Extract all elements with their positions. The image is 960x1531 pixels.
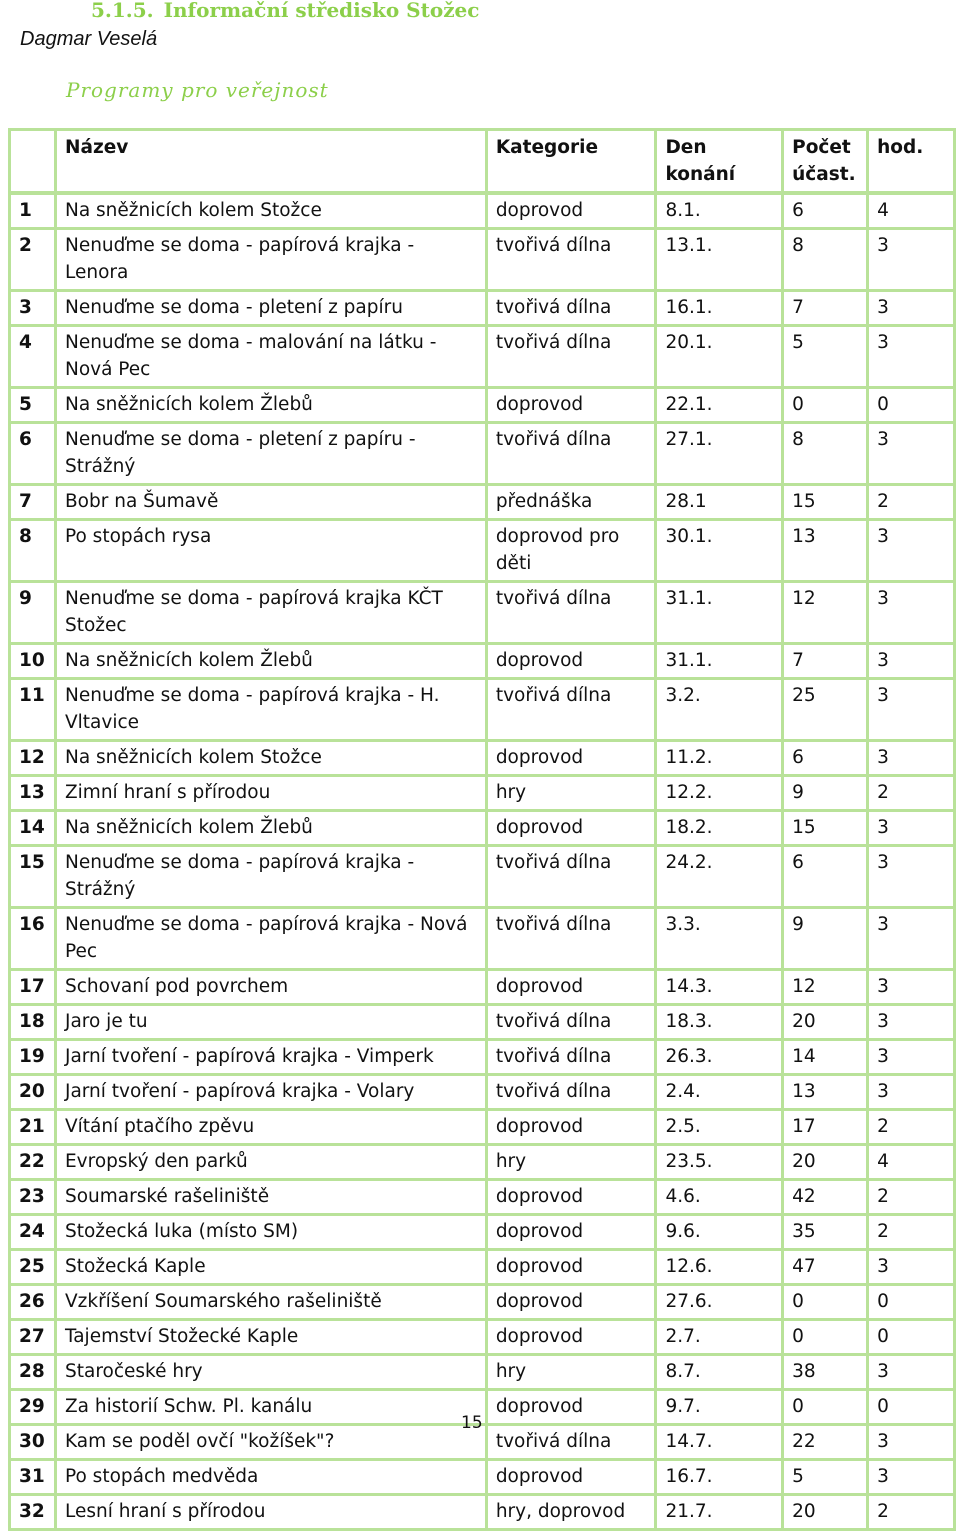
cell-date: 27.1. [656, 423, 783, 485]
cell-date: 20.1. [656, 326, 783, 388]
cell-hours: 3 [868, 229, 955, 291]
cell-participants: 12 [783, 970, 868, 1005]
cell-hours: 3 [868, 908, 955, 970]
cell-date: 18.3. [656, 1005, 783, 1040]
cell-date: 2.4. [656, 1075, 783, 1110]
cell-number: 22 [10, 1145, 56, 1180]
cell-date: 14.7. [656, 1425, 783, 1460]
cell-hours: 0 [868, 1390, 955, 1425]
cell-hours: 3 [868, 582, 955, 644]
cell-hours: 3 [868, 741, 955, 776]
cell-name: Stožecká luka (místo SM) [55, 1215, 486, 1250]
cell-category: tvořivá dílna [486, 582, 656, 644]
cell-name: Jarní tvoření - papírová krajka - Vimperk [55, 1040, 486, 1075]
cell-name: Schovaní pod povrchem [55, 970, 486, 1005]
table-row [10, 1285, 955, 1320]
table-row [10, 1145, 955, 1180]
cell-participants: 0 [783, 1390, 868, 1425]
cell-date: 8.1. [656, 193, 783, 229]
cell-category: tvořivá dílna [486, 1075, 656, 1110]
table-row [10, 582, 955, 644]
table-row [10, 326, 955, 388]
cell-name: Kam se poděl ovčí "kožíšek"? [55, 1425, 486, 1460]
cell-participants: 20 [783, 1005, 868, 1040]
table-row [10, 970, 955, 1005]
cell-name: Nenuďme se doma - pletení z papíru - Strážný [55, 423, 486, 485]
cell-hours: 2 [868, 1110, 955, 1145]
cell-participants: 13 [783, 520, 868, 582]
cell-hours: 3 [868, 811, 955, 846]
cell-name: Na sněžnicích kolem Stožce [55, 741, 486, 776]
cell-participants: 0 [783, 1320, 868, 1355]
cell-category: doprovod [486, 1460, 656, 1495]
cell-date: 14.3. [656, 970, 783, 1005]
cell-hours: 3 [868, 423, 955, 485]
table-row [10, 1110, 955, 1145]
cell-participants: 8 [783, 423, 868, 485]
cell-participants: 8 [783, 229, 868, 291]
cell-hours: 0 [868, 1320, 955, 1355]
table-row [10, 1075, 955, 1110]
cell-number: 24 [10, 1215, 56, 1250]
cell-participants: 17 [783, 1110, 868, 1145]
cell-number: 3 [10, 291, 56, 326]
header-participants: Počet účast. [783, 130, 868, 194]
cell-hours: 2 [868, 1215, 955, 1250]
cell-category: tvořivá dílna [486, 291, 656, 326]
cell-name: Tajemství Stožecké Kaple [55, 1320, 486, 1355]
cell-name: Soumarské rašeliniště [55, 1180, 486, 1215]
cell-category: doprovod pro děti [486, 520, 656, 582]
cell-name: Nenuďme se doma - malování na látku - Nová Pec [55, 326, 486, 388]
cell-date: 27.6. [656, 1285, 783, 1320]
cell-category: doprovod [486, 1320, 656, 1355]
cell-number: 15 [10, 846, 56, 908]
author-name: Dagmar Veselá [20, 28, 158, 50]
cell-date: 12.2. [656, 776, 783, 811]
table-row [10, 388, 955, 423]
cell-number: 30 [10, 1425, 56, 1460]
table-row [10, 193, 955, 229]
cell-name: Na sněžnicích kolem Stožce [55, 193, 486, 229]
cell-hours: 3 [868, 1425, 955, 1460]
cell-name: Vítání ptačího zpěvu [55, 1110, 486, 1145]
cell-date: 31.1. [656, 582, 783, 644]
cell-hours: 3 [868, 644, 955, 679]
cell-date: 2.5. [656, 1110, 783, 1145]
cell-number: 6 [10, 423, 56, 485]
table-row [10, 1215, 955, 1250]
cell-category: doprovod [486, 193, 656, 229]
cell-hours: 3 [868, 326, 955, 388]
cell-participants: 20 [783, 1495, 868, 1530]
cell-category: tvořivá dílna [486, 679, 656, 741]
cell-date: 11.2. [656, 741, 783, 776]
cell-name: Nenuďme se doma - papírová krajka - Strážný [55, 846, 486, 908]
cell-hours: 2 [868, 776, 955, 811]
table-row [10, 229, 955, 291]
cell-category: doprovod [486, 741, 656, 776]
cell-date: 16.7. [656, 1460, 783, 1495]
cell-date: 22.1. [656, 388, 783, 423]
cell-name: Bobr na Šumavě [55, 485, 486, 520]
cell-participants: 0 [783, 1285, 868, 1320]
cell-number: 27 [10, 1320, 56, 1355]
table-row [10, 423, 955, 485]
cell-date: 21.7. [656, 1495, 783, 1530]
cell-date: 31.1. [656, 644, 783, 679]
cell-category: doprovod [486, 1250, 656, 1285]
cell-number: 9 [10, 582, 56, 644]
cell-participants: 5 [783, 1460, 868, 1495]
cell-category: doprovod [486, 1390, 656, 1425]
cell-name: Na sněžnicích kolem Žlebů [55, 644, 486, 679]
cell-hours: 4 [868, 193, 955, 229]
cell-participants: 35 [783, 1215, 868, 1250]
cell-name: Nenuďme se doma - papírová krajka - H. Vltavice [55, 679, 486, 741]
cell-category: přednáška [486, 485, 656, 520]
cell-category: tvořivá dílna [486, 908, 656, 970]
cell-category: hry [486, 776, 656, 811]
cell-name: Nenuďme se doma - papírová krajka - Nová Pec [55, 908, 486, 970]
cell-name: Jaro je tu [55, 1005, 486, 1040]
cell-name: Nenuďme se doma - papírová krajka KČT Stožec [55, 582, 486, 644]
cell-number: 32 [10, 1495, 56, 1530]
cell-participants: 9 [783, 776, 868, 811]
cell-participants: 20 [783, 1145, 868, 1180]
cell-number: 8 [10, 520, 56, 582]
cell-category: tvořivá dílna [486, 423, 656, 485]
cell-hours: 3 [868, 679, 955, 741]
cell-name: Stožecká Kaple [55, 1250, 486, 1285]
table-row [10, 644, 955, 679]
cell-number: 23 [10, 1180, 56, 1215]
table-row [10, 1355, 955, 1390]
header-name: Název [55, 130, 486, 194]
cell-number: 29 [10, 1390, 56, 1425]
cell-date: 9.7. [656, 1390, 783, 1425]
table-row [10, 811, 955, 846]
cell-participants: 22 [783, 1425, 868, 1460]
table-row [10, 1495, 955, 1530]
cell-date: 16.1. [656, 291, 783, 326]
cell-number: 17 [10, 970, 56, 1005]
section-title: Informační středisko Stožec [163, 0, 480, 22]
cell-date: 28.1 [656, 485, 783, 520]
cell-participants: 47 [783, 1250, 868, 1285]
cell-participants: 14 [783, 1040, 868, 1075]
cell-category: hry [486, 1145, 656, 1180]
table-row [10, 679, 955, 741]
table-body [10, 193, 955, 1530]
cell-participants: 7 [783, 644, 868, 679]
cell-participants: 15 [783, 485, 868, 520]
cell-category: tvořivá dílna [486, 1040, 656, 1075]
cell-hours: 3 [868, 1005, 955, 1040]
cell-hours: 2 [868, 485, 955, 520]
table-row [10, 291, 955, 326]
cell-date: 13.1. [656, 229, 783, 291]
cell-date: 8.7. [656, 1355, 783, 1390]
section-number: 5.1.5. [91, 0, 154, 22]
table-row [10, 485, 955, 520]
cell-hours: 2 [868, 1495, 955, 1530]
section-heading [91, 0, 479, 22]
table-row [10, 520, 955, 582]
cell-participants: 6 [783, 193, 868, 229]
cell-category: doprovod [486, 970, 656, 1005]
cell-number: 31 [10, 1460, 56, 1495]
cell-participants: 25 [783, 679, 868, 741]
cell-number: 13 [10, 776, 56, 811]
cell-hours: 0 [868, 388, 955, 423]
header-category: Kategorie [486, 130, 656, 194]
cell-date: 2.7. [656, 1320, 783, 1355]
cell-hours: 3 [868, 970, 955, 1005]
cell-date: 23.5. [656, 1145, 783, 1180]
cell-name: Po stopách medvěda [55, 1460, 486, 1495]
cell-number: 5 [10, 388, 56, 423]
cell-date: 24.2. [656, 846, 783, 908]
cell-category: doprovod [486, 1215, 656, 1250]
table-row [10, 1320, 955, 1355]
cell-category: tvořivá dílna [486, 1005, 656, 1040]
cell-number: 2 [10, 229, 56, 291]
cell-hours: 3 [868, 520, 955, 582]
cell-participants: 5 [783, 326, 868, 388]
cell-number: 26 [10, 1285, 56, 1320]
cell-number: 4 [10, 326, 56, 388]
cell-number: 18 [10, 1005, 56, 1040]
cell-number: 14 [10, 811, 56, 846]
cell-number: 10 [10, 644, 56, 679]
cell-name: Zimní hraní s přírodou [55, 776, 486, 811]
cell-hours: 2 [868, 1180, 955, 1215]
cell-hours: 3 [868, 1460, 955, 1495]
cell-hours: 4 [868, 1145, 955, 1180]
cell-category: doprovod [486, 811, 656, 846]
cell-hours: 3 [868, 291, 955, 326]
page-number: 15 [461, 1413, 483, 1433]
cell-name: Evropský den parků [55, 1145, 486, 1180]
cell-date: 4.6. [656, 1180, 783, 1215]
cell-category: tvořivá dílna [486, 1425, 656, 1460]
cell-participants: 42 [783, 1180, 868, 1215]
cell-participants: 12 [783, 582, 868, 644]
cell-category: hry, doprovod [486, 1495, 656, 1530]
cell-date: 26.3. [656, 1040, 783, 1075]
cell-number: 1 [10, 193, 56, 229]
cell-category: doprovod [486, 644, 656, 679]
cell-participants: 6 [783, 846, 868, 908]
subtitle: Programy pro veřejnost [66, 78, 329, 102]
cell-hours: 3 [868, 1355, 955, 1390]
cell-hours: 3 [868, 1040, 955, 1075]
cell-date: 18.2. [656, 811, 783, 846]
cell-participants: 9 [783, 908, 868, 970]
cell-category: doprovod [486, 1285, 656, 1320]
cell-name: Vzkříšení Soumarského rašeliniště [55, 1285, 486, 1320]
cell-date: 12.6. [656, 1250, 783, 1285]
table-row [10, 1180, 955, 1215]
cell-number: 28 [10, 1355, 56, 1390]
programs-table [8, 128, 956, 1531]
cell-number: 25 [10, 1250, 56, 1285]
table-row [10, 846, 955, 908]
header-hours: hod. [868, 130, 955, 194]
cell-date: 3.3. [656, 908, 783, 970]
cell-participants: 13 [783, 1075, 868, 1110]
header-date: Den konání [656, 130, 783, 194]
cell-number: 16 [10, 908, 56, 970]
cell-name: Nenuďme se doma - pletení z papíru [55, 291, 486, 326]
cell-name: Na sněžnicích kolem Žlebů [55, 388, 486, 423]
cell-name: Za historií Schw. Pl. kanálu [55, 1390, 486, 1425]
table-header-row [10, 130, 955, 194]
cell-name: Lesní hraní s přírodou [55, 1495, 486, 1530]
cell-date: 3.2. [656, 679, 783, 741]
cell-category: tvořivá dílna [486, 326, 656, 388]
cell-number: 21 [10, 1110, 56, 1145]
table-row [10, 1460, 955, 1495]
cell-participants: 6 [783, 741, 868, 776]
cell-category: hry [486, 1355, 656, 1390]
table-row [10, 1250, 955, 1285]
cell-participants: 38 [783, 1355, 868, 1390]
cell-hours: 3 [868, 1075, 955, 1110]
cell-name: Nenuďme se doma - papírová krajka - Lenora [55, 229, 486, 291]
cell-category: tvořivá dílna [486, 846, 656, 908]
table-row [10, 1005, 955, 1040]
cell-hours: 3 [868, 846, 955, 908]
cell-number: 7 [10, 485, 56, 520]
cell-name: Na sněžnicích kolem Žlebů [55, 811, 486, 846]
cell-number: 20 [10, 1075, 56, 1110]
table-row [10, 776, 955, 811]
cell-date: 9.6. [656, 1215, 783, 1250]
cell-category: doprovod [486, 1110, 656, 1145]
table-row [10, 741, 955, 776]
cell-date: 30.1. [656, 520, 783, 582]
cell-hours: 0 [868, 1285, 955, 1320]
cell-participants: 15 [783, 811, 868, 846]
cell-number: 11 [10, 679, 56, 741]
table-row [10, 908, 955, 970]
cell-participants: 7 [783, 291, 868, 326]
cell-hours: 3 [868, 1250, 955, 1285]
cell-number: 19 [10, 1040, 56, 1075]
table-row [10, 1040, 955, 1075]
cell-category: doprovod [486, 1180, 656, 1215]
cell-number: 12 [10, 741, 56, 776]
cell-name: Staročeské hry [55, 1355, 486, 1390]
cell-category: tvořivá dílna [486, 229, 656, 291]
header-number [10, 130, 56, 194]
cell-name: Po stopách rysa [55, 520, 486, 582]
cell-category: doprovod [486, 388, 656, 423]
cell-participants: 0 [783, 388, 868, 423]
cell-name: Jarní tvoření - papírová krajka - Volary [55, 1075, 486, 1110]
